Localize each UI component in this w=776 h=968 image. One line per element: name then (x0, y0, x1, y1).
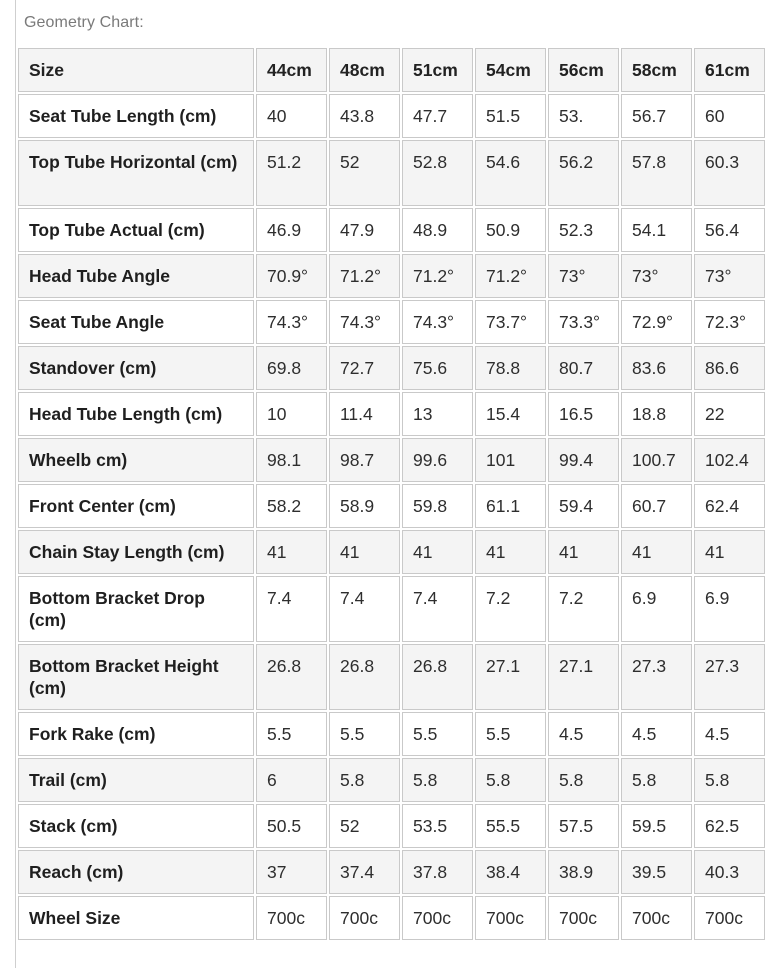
value-cell: 37.8 (402, 850, 473, 894)
row-label-cell: Wheel Size (18, 896, 254, 940)
row-label-cell: Chain Stay Length (cm) (18, 530, 254, 574)
value-cell: 4.5 (621, 712, 692, 756)
value-cell: 71.2° (329, 254, 400, 298)
value-cell: 52.8 (402, 140, 473, 206)
value-cell: 7.2 (475, 576, 546, 642)
value-cell: 10 (256, 392, 327, 436)
value-cell: 15.4 (475, 392, 546, 436)
value-cell: 101 (475, 438, 546, 482)
value-cell: 27.1 (548, 644, 619, 710)
value-cell: 700c (329, 896, 400, 940)
row-label-cell: Head Tube Length (cm) (18, 392, 254, 436)
row-label-cell: Seat Tube Angle (18, 300, 254, 344)
table-row (18, 644, 765, 710)
value-cell: 61.1 (475, 484, 546, 528)
value-cell: 59.8 (402, 484, 473, 528)
value-cell: 55.5 (475, 804, 546, 848)
row-label-cell: Bottom Bracket Height (cm) (18, 644, 254, 710)
value-cell: 53.5 (402, 804, 473, 848)
row-label-cell: Top Tube Horizontal (cm) (18, 140, 254, 206)
value-cell: 98.1 (256, 438, 327, 482)
value-cell: 57.8 (621, 140, 692, 206)
value-cell: 59.4 (548, 484, 619, 528)
value-cell: 6.9 (621, 576, 692, 642)
value-cell: 7.4 (402, 576, 473, 642)
value-cell: 5.5 (256, 712, 327, 756)
value-cell: 56.7 (621, 94, 692, 138)
value-cell: 700c (548, 896, 619, 940)
value-cell: 69.8 (256, 346, 327, 390)
value-cell: 18.8 (621, 392, 692, 436)
value-cell: 73.7° (475, 300, 546, 344)
value-cell: 41 (329, 530, 400, 574)
table-row (18, 850, 765, 894)
value-cell: 74.3° (329, 300, 400, 344)
table-row (18, 896, 765, 940)
value-cell: 50.9 (475, 208, 546, 252)
value-cell: 4.5 (548, 712, 619, 756)
row-label-cell: Head Tube Angle (18, 254, 254, 298)
table-row (18, 530, 765, 574)
value-cell: 70.9° (256, 254, 327, 298)
header-cell-51cm: 51cm (402, 48, 473, 92)
row-label-cell: Top Tube Actual (cm) (18, 208, 254, 252)
table-row (18, 712, 765, 756)
value-cell: 73.3° (548, 300, 619, 344)
value-cell: 58.9 (329, 484, 400, 528)
value-cell: 5.8 (402, 758, 473, 802)
value-cell: 13 (402, 392, 473, 436)
table-row (18, 484, 765, 528)
value-cell: 54.6 (475, 140, 546, 206)
value-cell: 60.7 (621, 484, 692, 528)
value-cell: 700c (621, 896, 692, 940)
value-cell: 700c (402, 896, 473, 940)
value-cell: 5.5 (402, 712, 473, 756)
value-cell: 74.3° (256, 300, 327, 344)
table-row (18, 208, 765, 252)
value-cell: 72.9° (621, 300, 692, 344)
table-row (18, 758, 765, 802)
header-cell-54cm: 54cm (475, 48, 546, 92)
header-cell-58cm: 58cm (621, 48, 692, 92)
table-row (18, 392, 765, 436)
row-label-cell: Seat Tube Length (cm) (18, 94, 254, 138)
value-cell: 38.9 (548, 850, 619, 894)
value-cell: 53. (548, 94, 619, 138)
value-cell: 51.2 (256, 140, 327, 206)
value-cell: 22 (694, 392, 765, 436)
value-cell: 27.3 (694, 644, 765, 710)
value-cell: 40.3 (694, 850, 765, 894)
value-cell: 26.8 (256, 644, 327, 710)
header-cell-48cm: 48cm (329, 48, 400, 92)
value-cell: 59.5 (621, 804, 692, 848)
value-cell: 46.9 (256, 208, 327, 252)
value-cell: 26.8 (402, 644, 473, 710)
value-cell: 4.5 (694, 712, 765, 756)
value-cell: 58.2 (256, 484, 327, 528)
row-label-cell: Reach (cm) (18, 850, 254, 894)
value-cell: 73° (694, 254, 765, 298)
value-cell: 5.8 (329, 758, 400, 802)
value-cell: 41 (548, 530, 619, 574)
value-cell: 102.4 (694, 438, 765, 482)
table-header-row (18, 48, 765, 92)
value-cell: 7.2 (548, 576, 619, 642)
header-cell-size: Size (18, 48, 254, 92)
value-cell: 52.3 (548, 208, 619, 252)
value-cell: 6.9 (694, 576, 765, 642)
row-label-cell: Front Center (cm) (18, 484, 254, 528)
value-cell: 80.7 (548, 346, 619, 390)
value-cell: 72.3° (694, 300, 765, 344)
value-cell: 27.3 (621, 644, 692, 710)
value-cell: 38.4 (475, 850, 546, 894)
value-cell: 56.2 (548, 140, 619, 206)
value-cell: 5.5 (475, 712, 546, 756)
value-cell: 39.5 (621, 850, 692, 894)
value-cell: 100.7 (621, 438, 692, 482)
value-cell: 62.4 (694, 484, 765, 528)
value-cell: 54.1 (621, 208, 692, 252)
row-label-cell: Trail (cm) (18, 758, 254, 802)
value-cell: 5.8 (694, 758, 765, 802)
table-row (18, 254, 765, 298)
table-row (18, 438, 765, 482)
value-cell: 71.2° (475, 254, 546, 298)
value-cell: 7.4 (329, 576, 400, 642)
value-cell: 47.7 (402, 94, 473, 138)
value-cell: 6 (256, 758, 327, 802)
value-cell: 700c (694, 896, 765, 940)
row-label-cell: Stack (cm) (18, 804, 254, 848)
value-cell: 40 (256, 94, 327, 138)
value-cell: 50.5 (256, 804, 327, 848)
value-cell: 86.6 (694, 346, 765, 390)
row-label-cell: Standover (cm) (18, 346, 254, 390)
value-cell: 37.4 (329, 850, 400, 894)
geometry-table-body (18, 48, 765, 940)
value-cell: 43.8 (329, 94, 400, 138)
table-row (18, 346, 765, 390)
value-cell: 73° (548, 254, 619, 298)
header-cell-44cm: 44cm (256, 48, 327, 92)
value-cell: 99.6 (402, 438, 473, 482)
value-cell: 27.1 (475, 644, 546, 710)
value-cell: 47.9 (329, 208, 400, 252)
value-cell: 41 (694, 530, 765, 574)
table-row (18, 300, 765, 344)
value-cell: 75.6 (402, 346, 473, 390)
value-cell: 72.7 (329, 346, 400, 390)
value-cell: 5.8 (475, 758, 546, 802)
value-cell: 52 (329, 804, 400, 848)
header-cell-61cm: 61cm (694, 48, 765, 92)
value-cell: 16.5 (548, 392, 619, 436)
value-cell: 52 (329, 140, 400, 206)
value-cell: 99.4 (548, 438, 619, 482)
value-cell: 62.5 (694, 804, 765, 848)
table-row (18, 576, 765, 642)
table-row (18, 804, 765, 848)
value-cell: 700c (475, 896, 546, 940)
value-cell: 78.8 (475, 346, 546, 390)
value-cell: 26.8 (329, 644, 400, 710)
value-cell: 5.8 (621, 758, 692, 802)
value-cell: 60.3 (694, 140, 765, 206)
value-cell: 83.6 (621, 346, 692, 390)
value-cell: 56.4 (694, 208, 765, 252)
value-cell: 41 (402, 530, 473, 574)
value-cell: 700c (256, 896, 327, 940)
value-cell: 60 (694, 94, 765, 138)
value-cell: 48.9 (402, 208, 473, 252)
row-label-cell: Fork Rake (cm) (18, 712, 254, 756)
header-cell-56cm: 56cm (548, 48, 619, 92)
value-cell: 5.8 (548, 758, 619, 802)
value-cell: 11.4 (329, 392, 400, 436)
value-cell: 51.5 (475, 94, 546, 138)
value-cell: 98.7 (329, 438, 400, 482)
row-label-cell: Wheelb cm) (18, 438, 254, 482)
table-row (18, 140, 765, 206)
value-cell: 57.5 (548, 804, 619, 848)
value-cell: 41 (475, 530, 546, 574)
value-cell: 5.5 (329, 712, 400, 756)
table-row (18, 94, 765, 138)
value-cell: 71.2° (402, 254, 473, 298)
value-cell: 74.3° (402, 300, 473, 344)
value-cell: 73° (621, 254, 692, 298)
value-cell: 37 (256, 850, 327, 894)
row-label-cell: Bottom Bracket Drop (cm) (18, 576, 254, 642)
value-cell: 7.4 (256, 576, 327, 642)
value-cell: 41 (621, 530, 692, 574)
value-cell: 41 (256, 530, 327, 574)
geometry-table (16, 46, 767, 942)
geometry-chart-caption: Geometry Chart: (24, 14, 144, 31)
